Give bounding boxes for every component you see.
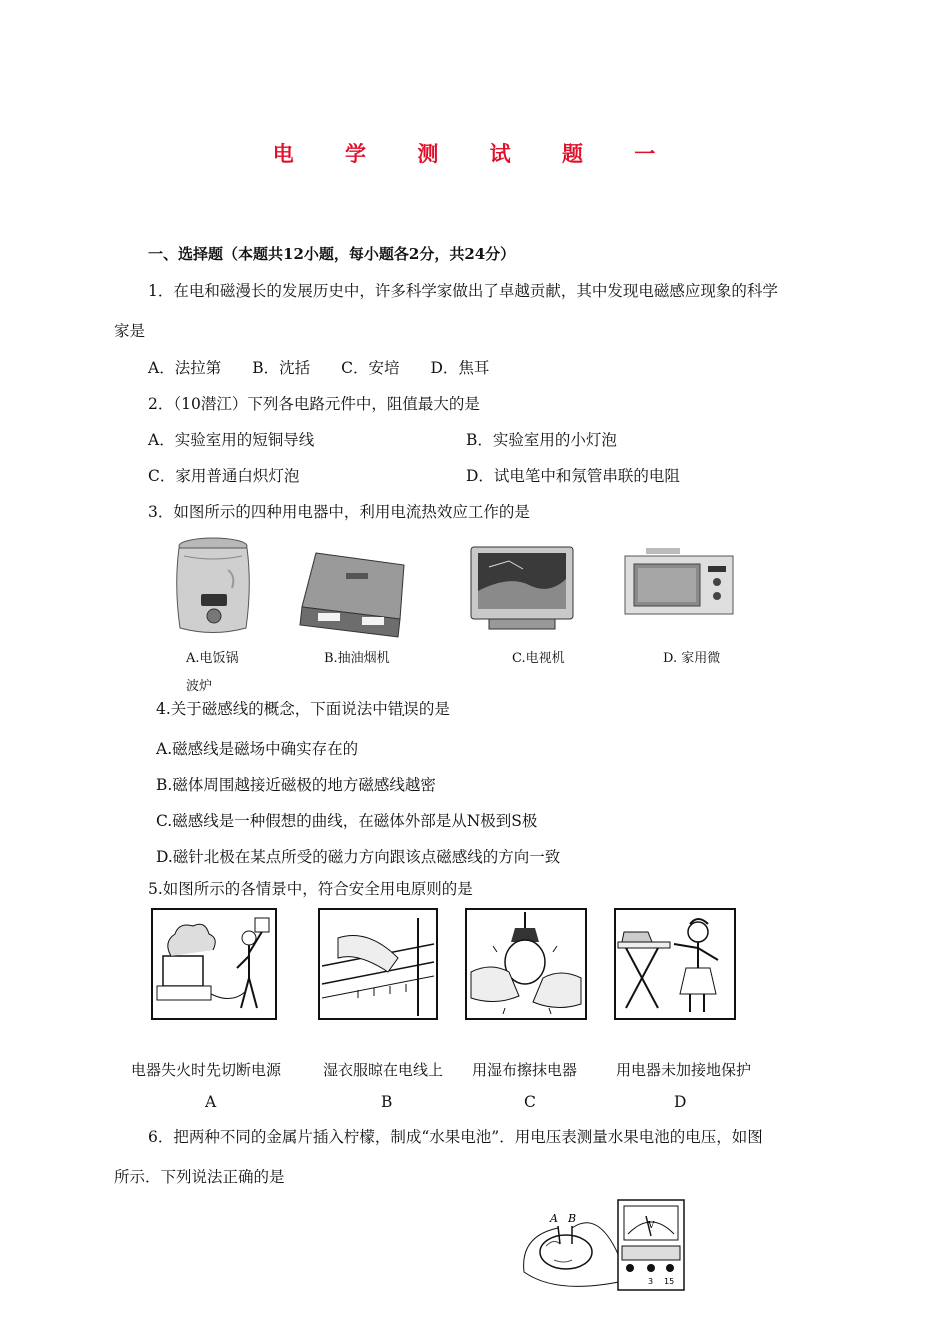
q4-stem-emphasis: 错误: [387, 700, 419, 718]
q3-stem: 3．如图所示的四种用电器中，利用电流热效应工作的是: [148, 503, 530, 521]
q5-letter-d: D: [674, 1093, 687, 1111]
q3-caption-a: A.电饭锅: [186, 651, 239, 666]
q5-letter-c: C: [524, 1093, 536, 1111]
q4-option-b: B.磁体周围越接近磁极的地方磁感线越密: [156, 776, 436, 794]
q2-stem: 2．（10潜江）下列各电路元件中，阻值最大的是: [148, 395, 480, 413]
terminal-15-label: 15: [664, 1277, 675, 1286]
q3-caption-b: B.抽油烟机: [324, 651, 390, 666]
q4-option-a: A.磁感线是磁场中确实存在的: [156, 740, 359, 758]
q3-caption-d: D. 家用微: [663, 651, 721, 666]
q5-caption-d: 用电器未加接地保护: [616, 1061, 752, 1079]
q4-option-d: D.磁针北极在某点所受的磁力方向跟该点磁感线的方向一致: [156, 848, 561, 866]
rice-cooker-icon: [170, 536, 256, 638]
q5-caption-b: 湿衣服晾在电线上: [323, 1061, 444, 1079]
page-title: 电 学 测 试 题 一: [272, 141, 678, 166]
q4-stem: [156, 697, 450, 719]
q1-options: A．法拉第 B．沈括 C．安培 D．焦耳: [148, 359, 490, 377]
electrode-b-label: B: [568, 1212, 577, 1225]
q1-line1: 1．在电和磁漫长的发展历史中，许多科学家做出了卓越贡献，其中发现电磁感应现象的科学: [148, 282, 778, 300]
q3-caption-c: C.电视机: [512, 651, 565, 666]
wet-cloth-wiping-illustration: [465, 908, 587, 1020]
q5-caption-a: 电器失火时先切断电源: [131, 1061, 282, 1079]
q1-line2: 家是: [114, 322, 146, 340]
section-heading: 一、选择题（本题共12小题，每小题各2分，共24分）: [148, 245, 516, 263]
q5-letter-b: B: [381, 1093, 393, 1111]
fruit-battery-voltmeter-figure: [518, 1196, 688, 1296]
q4-stem-post: 的是: [418, 700, 450, 718]
q2-option-a: A．实验室用的短铜导线: [148, 431, 315, 449]
q5-caption-c: 用湿布擦抹电器: [472, 1061, 578, 1079]
q6-line1: 6．把两种不同的金属片插入柠檬，制成“水果电池”．用电压表测量水果电池的电压，如图: [148, 1128, 763, 1146]
microwave-icon: [624, 546, 734, 616]
voltmeter-v-label: V: [648, 1221, 655, 1231]
electrode-a-label: A: [550, 1212, 558, 1225]
q4-stem-pre: 4.关于磁感线的概念，下面说法中: [156, 700, 388, 718]
ungrounded-appliance-illustration: [614, 908, 736, 1020]
q5-stem: 5.如图所示的各情景中，符合安全用电原则的是: [148, 880, 473, 898]
q2-option-b: B．实验室用的小灯泡: [466, 431, 617, 449]
q5-letter-a: A: [205, 1093, 217, 1111]
q6-line2: 所示．下列说法正确的是: [114, 1168, 285, 1186]
q3-caption-wrap: 波炉: [186, 679, 213, 694]
fire-unplug-illustration: [151, 908, 277, 1020]
tv-icon: [469, 545, 575, 633]
q4-option-c: C.磁感线是一种假想的曲线，在磁体外部是从N极到S极: [156, 812, 538, 830]
terminal-3-label: 3: [648, 1277, 654, 1286]
q2-option-d: D．试电笔中和氖管串联的电阻: [466, 467, 680, 485]
q2-option-c: C．家用普通白炽灯泡: [148, 467, 300, 485]
wet-clothes-wire-illustration: [318, 908, 438, 1020]
range-hood-icon: [292, 549, 408, 639]
